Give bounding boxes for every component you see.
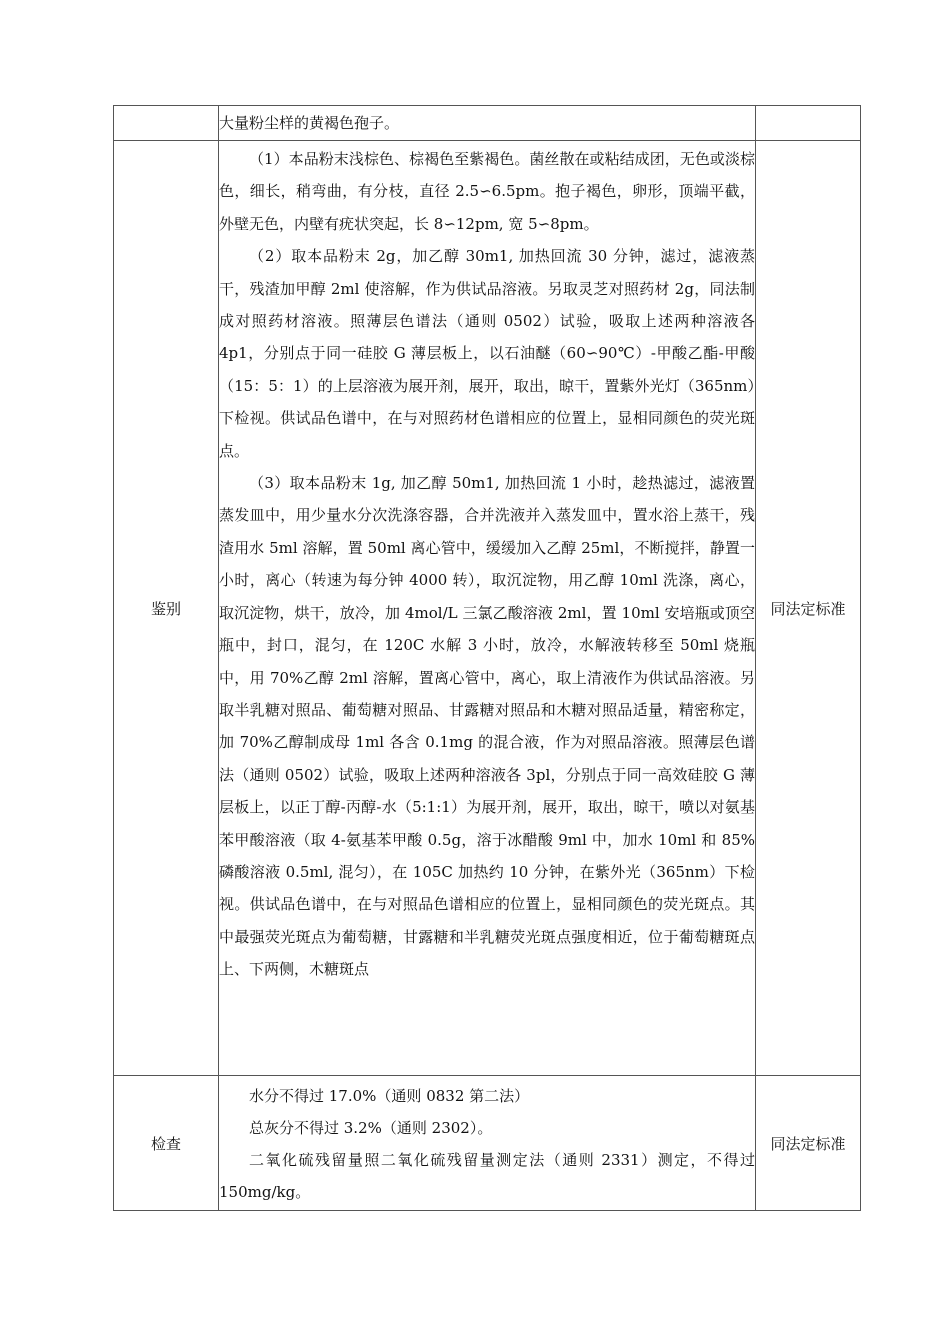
content-paragraph: 总灰分不得过 3.2%（通则 2302）。 — [249, 1118, 493, 1137]
content-paragraph: （3）取本品粉末 1g, 加乙醇 50m1, 加热回流 1 小时，趁热滤过，滤液置蒸发皿中，用少量水分次洗涤容器，合并洗液并入蒸发皿中，置水浴上蒸干，残渣用水 5ml 溶解，置 50ml 离心管中，缓缓加入乙醇 25ml，不断搅拌，静置一小时，离心（转速为每分钟 4000 转），取沉淀物，用乙醇 10ml 洗涤，离心，取沉淀物，烘干，放冷，加 4mol/L 三氯乙酸溶液 2ml，置 10ml 安培瓶或顶空瓶中，封口，混匀，在 120C 水解 3 小时，放冷，水解液转移至 50ml 烧瓶中，用 70%乙醇 2ml 溶解，置离心管中，离心，取上清液作为供试品溶液。另取半乳糖对照品、葡萄糖对照品、甘露糖对照品和木糖对照品适量，精密称定，加 70%乙醇制成母 1ml 各含 0.1mg 的混合液，作为对照品溶液。照薄层色谱法（通则 0502）试验，吸取上述两种溶液各 3pl，分别点于同一高效硅胶 G 薄层板上，以正丁醇-丙醇-水（5:1:1）为展开剂，展开，取出，晾干，喷以对氨基苯甲酸溶液（取 4-氨基苯甲酸 0.5g，溶于冰醋酸 9ml 中，加水 10ml 和 85%磷酸溶液 0.5ml, 混匀），在 105C 加热约 10 分钟，在紫外光（365nm）下检视。供试品色谱中，在与对照品色谱相应的位置上，显相同颜色的荧光斑点。其中最强荧光斑点为葡萄糖，甘露糖和半乳糖荧光斑点强度相近，位于葡萄糖斑点上、下两侧，木糖斑点 — [219, 474, 755, 979]
row-standard-identification: 同法定标准 — [756, 141, 861, 1076]
content-paragraph: 水分不得过 17.0%（通则 0832 第二法） — [249, 1086, 530, 1105]
row-content — [219, 106, 756, 141]
content-paragraph: 二氧化硫残留量照二氧化硫残留量测定法（通则 2331）测定，不得过 150mg/kg。 — [219, 1150, 755, 1201]
table-row — [114, 106, 861, 141]
row-label — [114, 106, 219, 141]
table-row — [114, 1076, 861, 1211]
content-paragraph: （1）本品粉末浅棕色、棕褐色至紫褐色。菌丝散在或粘结成团，无色或淡棕色，细长，稍弯曲，有分枝，直径 2.5∽6.5pm。抱子褐色，卵形，顶端平截，外壁无色，内壁有疣状突起，长 8∽12pm, 宽 5∽8pm。 — [219, 150, 755, 233]
specification-table — [113, 105, 861, 1211]
row-content-identification — [219, 141, 756, 1076]
content-paragraph: （2）取本品粉末 2g，加乙醇 30m1, 加热回流 30 分钟，滤过，滤液蒸干，残渣加甲醇 2ml 使溶解，作为供试品溶液。另取灵芝对照药材 2g，同法制成对照药材溶液。照薄层色谱法（通则 0502）试验，吸取上述两种溶液各 4p1，分别点于同一硅胶 G 薄层板上，以石油醚（60∽90℃）-甲酸乙酯-甲酸（15：5：1）的上层溶液为展开剂，展开，取出，晾干，置紫外光灯（365nm）下检视。供试品色谱中，在与对照药材色谱相应的位置上，显相同颜色的荧光斑点。 — [219, 247, 755, 460]
table-row — [114, 141, 861, 1076]
row-standard — [756, 106, 861, 141]
content-paragraph: 大量粉尘样的黄褐色孢子。 — [219, 114, 400, 132]
row-content-inspection — [219, 1076, 756, 1211]
row-standard-inspection: 同法定标准 — [756, 1076, 861, 1211]
row-label-inspection: 检查 — [114, 1076, 219, 1211]
row-label-identification: 鉴别 — [114, 141, 219, 1076]
